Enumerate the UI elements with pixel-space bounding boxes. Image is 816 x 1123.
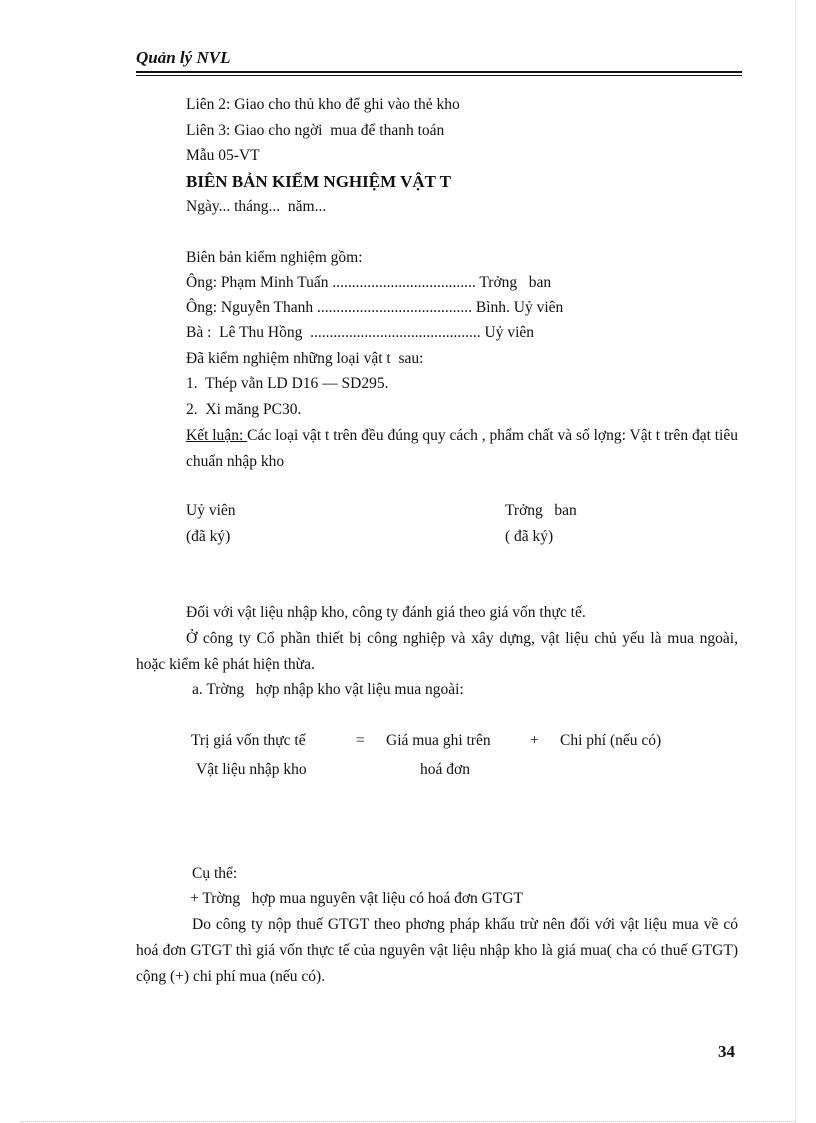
- copy2-line: Liên 2: Giao cho thủ kho để ghi vào thẻ kho: [186, 96, 460, 113]
- form-code: Mẫu 05-VT: [186, 147, 260, 164]
- conclusion-label: Kết luận:: [186, 427, 248, 444]
- formula-rhs-line1: Giá mua ghi trên: [386, 732, 491, 749]
- conclusion-text: Các loại vật t trên đều đúng quy cách , phẩm chất và số lợng: Vật t trên đạt tiêu chuẩn nhập kho: [186, 427, 738, 470]
- header-rule-thin: [136, 75, 742, 76]
- signature-left-title: Uỷ viên: [186, 502, 236, 519]
- member-1: Ông: Phạm Minh Tuấn ..................................... Trởng ban: [186, 274, 552, 291]
- member-3: Bà : Lê Thu Hồng ............................................ Uỷ viên: [186, 324, 535, 341]
- paragraph-3: a. Trờng hợp nhập kho vật liệu mua ngoài:: [192, 681, 464, 698]
- header-rule: [136, 71, 742, 73]
- running-header: Quản lý NVL: [136, 48, 231, 67]
- members-intro: Biên bản kiểm nghiệm gồm:: [186, 249, 363, 266]
- paragraph-1: Đối với vật liệu nhập kho, công ty đánh giá theo giá vốn thực tế.: [186, 604, 586, 621]
- page-number: 34: [718, 1042, 735, 1061]
- member-2: Ông: Nguyễn Thanh ........................................ Bình. Uỷ viên: [186, 299, 564, 316]
- signature-right-title: Trởng ban: [505, 502, 577, 519]
- conclusion-paragraph: [186, 423, 738, 475]
- paragraph-2: Ở công ty Cổ phần thiết bị công nghiệp và xây dựng, vật liệu chủ yếu là mua ngoài, hoặc kiểm kê phát hiện thừa.: [136, 630, 738, 673]
- formula-lhs-line1: Trị giá vốn thực tế: [191, 732, 306, 749]
- signature-right-note: ( đã ký): [505, 528, 554, 545]
- formula-plus: +: [530, 732, 539, 749]
- paragraph-5: + Trờng hợp mua nguyên vật liệu có hoá đơn GTGT: [190, 890, 523, 907]
- date-line: Ngày... tháng... năm...: [186, 198, 327, 215]
- signature-left-note: (đã ký): [186, 528, 231, 545]
- formula-lhs-line2: Vật liệu nhập kho: [196, 761, 307, 778]
- formula-equals: =: [356, 732, 365, 749]
- paragraph-4: Cụ thể:: [192, 865, 238, 882]
- paragraph-6: Do công ty nộp thuế GTGT theo phơng pháp khấu trừ nên đối với vật liệu mua về có hoá đơn GTGT thì giá vốn thực tế của nguyên vật liệu nhập kho là giá mua( cha có thuế GTGT) cộng (+) chi phí mua (nếu có).: [136, 916, 738, 985]
- formula-rhs-line2: hoá đơn: [420, 761, 470, 778]
- copy3-line: Liên 3: Giao cho ngời mua để thanh toán: [186, 122, 445, 139]
- right-dotted-border: [795, 0, 796, 1123]
- formula-rhs2: Chi phí (nếu có): [560, 732, 662, 749]
- item-2: 2. Xi măng PC30.: [186, 401, 302, 418]
- inspected-intro: Đã kiểm nghiệm những loại vật t sau:: [186, 350, 424, 367]
- bottom-dotted-border: [20, 1121, 796, 1122]
- document-title: BIÊN BẢN KIỂM NGHIỆM VẬT T: [186, 172, 451, 191]
- item-1: 1. Thép vằn LD D16 — SD295.: [186, 375, 389, 392]
